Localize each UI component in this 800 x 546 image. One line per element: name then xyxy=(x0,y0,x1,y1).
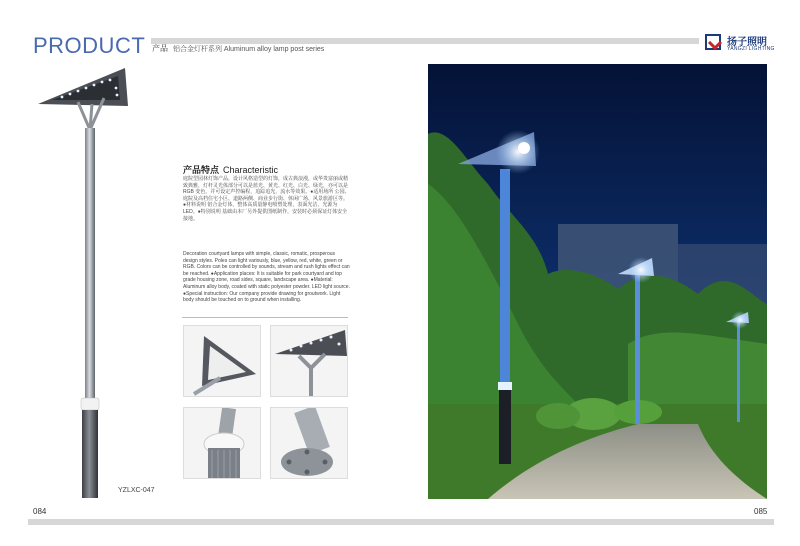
page-title: PRODUCT xyxy=(33,33,146,58)
detail-image-head-side xyxy=(183,325,261,397)
characteristic-title xyxy=(183,163,278,176)
page-number-left: 084 xyxy=(33,507,47,516)
series-cn: 铝合金灯杆系列 xyxy=(172,46,222,53)
characteristic-title-en: Characteristic xyxy=(223,165,279,175)
header-subtitle xyxy=(152,43,324,54)
detail-image-pole-ring xyxy=(183,407,261,479)
characteristic-text-en: Decoration courtyard lamps with simple, classic, romatic, prosperous design styles. Poles can light variously, blue, yellow, red, white, green or RGB. Colors can be controlled by sounds, stream and rush lights effect can be reached. ●Application places: It is suitable for park courtyard and top grade housing zone, road sides, square, landscape area. ●Material: Aluminum alloy body, coated with static polyester powder. LED light source. ●Special instruction: Our company provide drawing for groutwork. Light body should be touched on to ground when installing. xyxy=(183,251,350,304)
lamp-product-image xyxy=(30,60,140,500)
detail-image-base-flange xyxy=(270,407,348,479)
divider xyxy=(182,317,348,318)
night-scene-photo xyxy=(428,64,767,499)
characteristic-title-cn: 产品特点 xyxy=(183,165,220,175)
logo-mark-icon xyxy=(705,34,721,50)
page-number-right: 085 xyxy=(754,507,768,516)
product-model: YZLXC-047 xyxy=(118,487,155,494)
logo-name-cn: 扬子照明 xyxy=(727,37,767,48)
logo-name-en: YANGZI LIGHTING xyxy=(727,46,775,52)
subtitle-cn: 产品 xyxy=(152,44,168,53)
brand-logo xyxy=(705,33,775,55)
series-en: Aluminum alloy lamp post series xyxy=(223,46,325,53)
detail-image-head-top xyxy=(270,325,348,397)
footer-bar xyxy=(28,519,774,525)
characteristic-text-cn: 庭院型园林灯饰产品，设计风格造型的灯饰，成古典浪漫，或华贵富丽或精致典雅，灯杆灵光体部分可以是蓝光、黄光、红光、白光、绿光，亦可以是 RGB 变色，并可设定声控编程，追踪追光，流水等效果。●适用场所 公园、庭院及高档住宅小区、道路两侧、商业步行街、休闲广场、风景旅游区等。●材料说明 铝合金灯体，整体高质量静电喷塑处理，表面光洁，光源为 LED。●特别说明 基础由本厂另外提供图纸制作，安装时必须保证灯体安全接地。 xyxy=(183,176,350,222)
